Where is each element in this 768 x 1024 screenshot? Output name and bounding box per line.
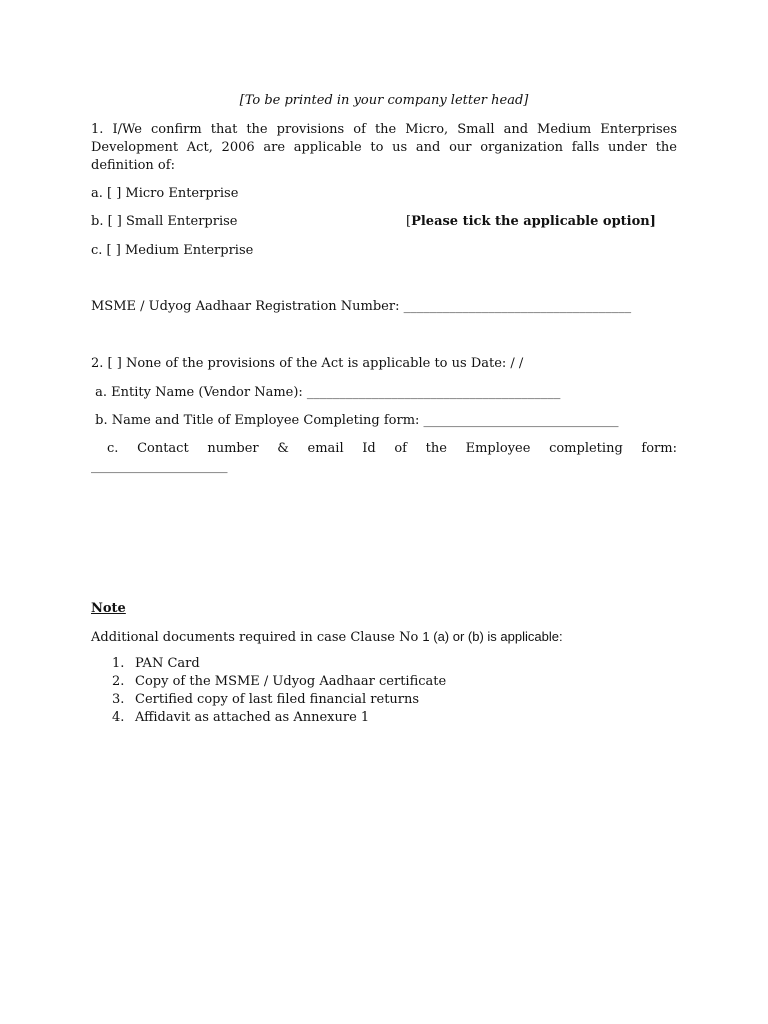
option-micro-enterprise[interactable]: a. [ ] Micro Enterprise: [91, 186, 239, 201]
note-heading: Note: [91, 601, 126, 616]
contact-word: Contact: [137, 441, 189, 456]
clause-1-text: 1. I/We confirm that the provisions of the Micro, Small and Medium Enterprises Development Act, 2006 are applicable to us and our organization falls under the definition of:: [91, 122, 677, 173]
clause-2-text[interactable]: 2. [ ] None of the provisions of the Act is applicable to us Date: / /: [91, 356, 524, 371]
list-item: [112, 691, 446, 709]
list-item-text: Copy of the MSME / Udyog Aadhaar certificate: [135, 674, 447, 689]
list-item: [112, 655, 446, 673]
tick-instruction-label: Please tick the applicable option]: [411, 214, 656, 229]
note-intro-clause: 1 (a) or (b) is applicable:: [422, 629, 563, 644]
list-item-number: 1.: [112, 656, 125, 671]
contact-word: form:: [641, 441, 677, 456]
note-intro: [91, 628, 677, 647]
contact-word: of: [394, 441, 407, 456]
list-item: [112, 709, 446, 727]
option-medium-enterprise[interactable]: c. [ ] Medium Enterprise: [91, 243, 254, 258]
contact-word: c.: [107, 441, 119, 456]
contact-word: number: [207, 441, 259, 456]
list-item: [112, 673, 446, 691]
contact-word: the: [425, 441, 447, 456]
entity-name-field[interactable]: a. Entity Name (Vendor Name): _______________________________________: [91, 385, 561, 400]
option-small-enterprise[interactable]: b. [ ] Small Enterprise: [91, 214, 238, 229]
note-intro-prefix: Additional documents required in case Clause No: [91, 630, 423, 645]
contact-word: Id: [362, 441, 376, 456]
contact-word: &: [277, 441, 289, 456]
list-item-number: 4.: [112, 710, 125, 725]
contact-word: Employee: [465, 441, 531, 456]
registration-number-field[interactable]: MSME / Udyog Aadhaar Registration Number: ___________________________________: [91, 299, 632, 314]
required-documents-list: [112, 655, 446, 727]
list-item-text: Affidavit as attached as Annexure 1: [135, 710, 370, 725]
tick-instruction-bracket: [: [406, 214, 412, 229]
contact-email-blank[interactable]: _____________________: [91, 459, 228, 474]
contact-email-field-label: [91, 440, 677, 458]
employee-name-title-field[interactable]: b. Name and Title of Employee Completing form: ______________________________: [91, 413, 619, 428]
tick-instruction: [406, 213, 656, 231]
contact-word: completing: [549, 441, 623, 456]
list-item-number: 2.: [112, 674, 125, 689]
list-item-text: Certified copy of last filed financial returns: [135, 692, 420, 707]
list-item-text: PAN Card: [135, 656, 200, 671]
letterhead-instruction: [To be printed in your company letter head]: [239, 93, 529, 108]
list-item-number: 3.: [112, 692, 125, 707]
contact-word: email: [307, 441, 344, 456]
